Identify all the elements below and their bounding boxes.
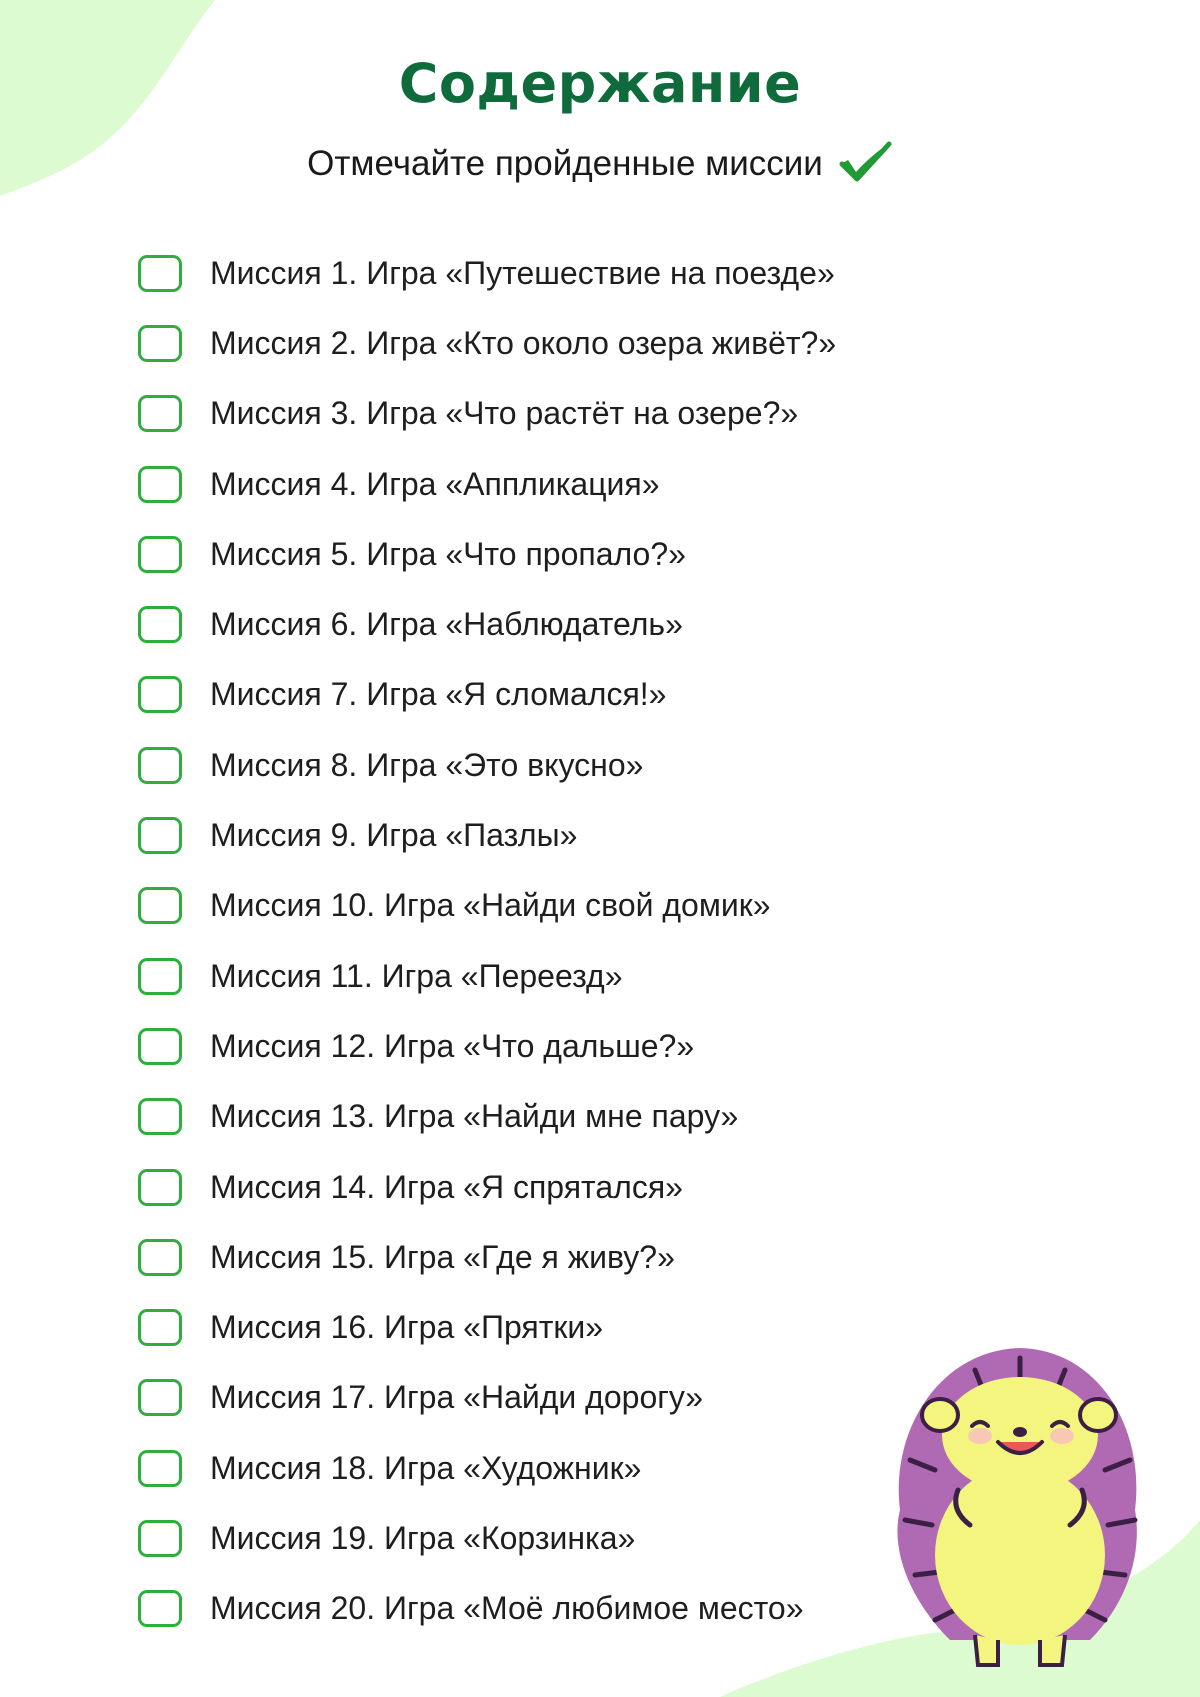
mission-checkbox[interactable] xyxy=(138,1239,182,1276)
mission-item xyxy=(138,238,836,308)
mission-item xyxy=(138,308,836,378)
mission-checkbox[interactable] xyxy=(138,1028,182,1065)
mission-label: Миссия 13. Игра «Найди мне пару» xyxy=(210,1098,739,1135)
mission-item xyxy=(138,1433,836,1503)
mission-label: Миссия 16. Игра «Прятки» xyxy=(210,1309,604,1346)
mission-label: Миссия 1. Игра «Путешествие на поезде» xyxy=(210,254,835,291)
mission-item xyxy=(138,660,836,730)
mission-checkbox[interactable] xyxy=(138,1379,182,1416)
mission-item xyxy=(138,941,836,1011)
mission-label: Миссия 5. Игра «Что пропало?» xyxy=(210,535,686,572)
hedgehog-illustration xyxy=(880,1340,1160,1680)
mission-item xyxy=(138,1574,836,1644)
mission-item xyxy=(138,800,836,870)
mission-checkbox[interactable] xyxy=(138,747,182,784)
mission-checkbox[interactable] xyxy=(138,1169,182,1206)
subtitle-text: Отмечайте пройденные миссии xyxy=(307,144,823,183)
mission-checkbox[interactable] xyxy=(138,958,182,995)
mission-list xyxy=(138,238,836,1644)
mission-label: Миссия 8. Игра «Это вкусно» xyxy=(210,746,644,783)
mission-checkbox[interactable] xyxy=(138,325,182,362)
mission-label: Миссия 10. Игра «Найди свой домик» xyxy=(210,887,771,924)
mission-item xyxy=(138,1222,836,1292)
mission-item xyxy=(138,1363,836,1433)
mission-checkbox[interactable] xyxy=(138,1450,182,1487)
mission-checkbox[interactable] xyxy=(138,817,182,854)
mission-checkbox[interactable] xyxy=(138,536,182,573)
mission-item xyxy=(138,449,836,519)
mission-label: Миссия 4. Игра «Аппликация» xyxy=(210,465,660,502)
checkmark-icon xyxy=(837,138,893,190)
mission-label: Миссия 3. Игра «Что растёт на озере?» xyxy=(210,395,799,432)
mission-checkbox[interactable] xyxy=(138,466,182,503)
mission-checkbox[interactable] xyxy=(138,887,182,924)
mission-checkbox[interactable] xyxy=(138,255,182,292)
mission-checkbox[interactable] xyxy=(138,1098,182,1135)
mission-checkbox[interactable] xyxy=(138,1520,182,1557)
mission-item xyxy=(138,1292,836,1362)
mission-item xyxy=(138,1503,836,1573)
mission-label: Миссия 14. Игра «Я спрятался» xyxy=(210,1168,683,1205)
mission-label: Миссия 11. Игра «Переезд» xyxy=(210,957,623,994)
mission-label: Миссия 9. Игра «Пазлы» xyxy=(210,817,578,854)
mission-item xyxy=(138,379,836,449)
mission-item xyxy=(138,519,836,589)
mission-label: Миссия 2. Игра «Кто около озера живёт?» xyxy=(210,324,837,361)
mission-label: Миссия 7. Игра «Я сломался!» xyxy=(210,676,667,713)
mission-label: Миссия 18. Игра «Художник» xyxy=(210,1449,642,1486)
mission-checkbox[interactable] xyxy=(138,395,182,432)
mission-checkbox[interactable] xyxy=(138,1590,182,1627)
page-title: Содержание xyxy=(398,52,802,115)
mission-item xyxy=(138,1011,836,1081)
mission-label: Миссия 6. Игра «Наблюдатель» xyxy=(210,606,683,643)
mission-item xyxy=(138,871,836,941)
mission-item xyxy=(138,730,836,800)
mission-label: Миссия 12. Игра «Что дальше?» xyxy=(210,1027,695,1064)
mission-label: Миссия 19. Игра «Корзинка» xyxy=(210,1519,636,1556)
mission-checkbox[interactable] xyxy=(138,606,182,643)
mission-label: Миссия 17. Игра «Найди дорогу» xyxy=(210,1379,704,1416)
subtitle xyxy=(0,138,1200,190)
mission-item xyxy=(138,589,836,659)
mission-label: Миссия 15. Игра «Где я живу?» xyxy=(210,1238,675,1275)
mission-item xyxy=(138,1082,836,1152)
mission-item xyxy=(138,1152,836,1222)
mission-checkbox[interactable] xyxy=(138,1309,182,1346)
hedgehog-body xyxy=(922,1377,1116,1645)
mission-label: Миссия 20. Игра «Моё любимое место» xyxy=(210,1590,804,1627)
mission-checkbox[interactable] xyxy=(138,676,182,713)
